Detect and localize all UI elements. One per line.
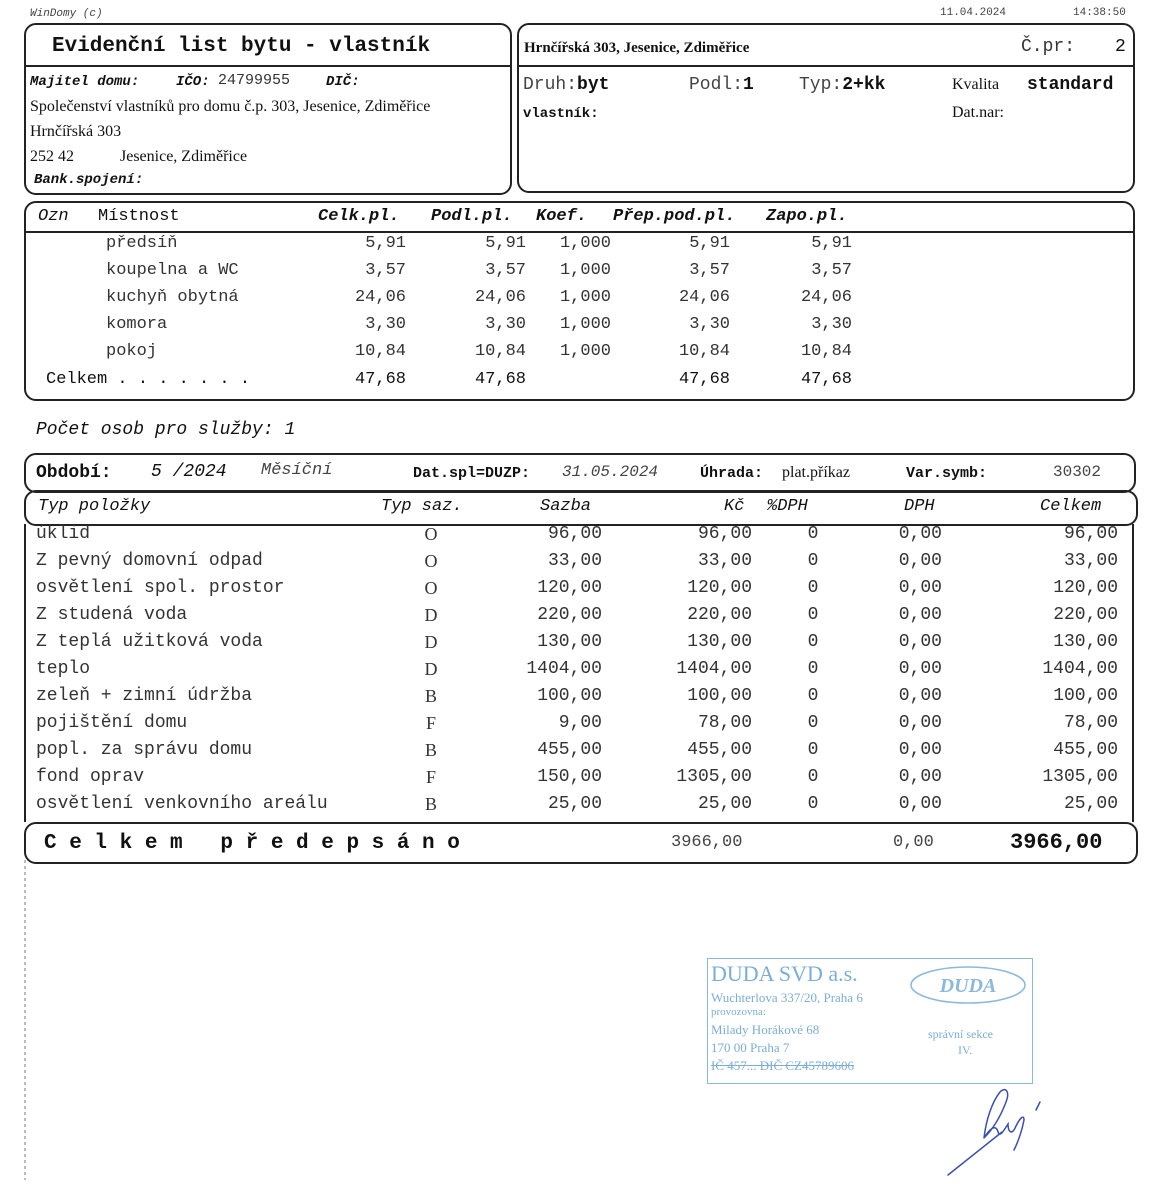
item-sazba: 150,00: [537, 767, 602, 787]
period-frequency: Měsíční: [261, 461, 333, 480]
item-typ: F: [425, 767, 436, 787]
stamp-section: správní sekce: [928, 1027, 993, 1041]
room-podl: 3,30: [485, 315, 526, 334]
unit-address: Hrnčířská 303, Jesenice, Zdiměřice: [524, 40, 750, 56]
item-name: fond oprav: [36, 767, 145, 787]
rooms-header-koef: Koef.: [536, 207, 588, 226]
items-header-kc: Kč: [724, 497, 745, 516]
owner-label: Majitel domu:: [30, 74, 140, 90]
items-total-label: C e l k e m p ř e d e p s á n o: [44, 832, 460, 855]
room-prep: 3,30: [689, 315, 730, 334]
item-dph: 0,00: [898, 686, 942, 706]
rooms-header-podl: Podl.pl.: [431, 207, 513, 226]
items-header-sazba: Sazba: [540, 497, 592, 516]
item-typ: D: [424, 632, 438, 652]
podl-label: Podl:: [689, 75, 744, 95]
rooms-header-zapo: Zapo.pl.: [766, 207, 848, 226]
item-pdph: 0: [807, 605, 819, 625]
item-celkem: 25,00: [1063, 794, 1118, 814]
item-row: [26, 551, 1132, 578]
room-prep: 5,91: [689, 234, 730, 253]
ico-label: IČO:: [176, 74, 210, 90]
item-kc: 25,00: [697, 794, 752, 814]
item-dph: 0,00: [898, 740, 942, 760]
items-table: [24, 524, 1134, 822]
item-row: [26, 605, 1132, 632]
kvalita-value: standard: [1027, 75, 1114, 95]
item-pdph: 0: [807, 632, 819, 652]
item-typ: B: [424, 794, 437, 814]
cpr-value: 2: [1115, 37, 1126, 57]
rooms-total-zapo: 47,68: [800, 370, 852, 389]
room-zapo: 5,91: [811, 234, 852, 253]
print-time: 14:38:50: [1073, 7, 1126, 19]
rooms-total-row: [26, 370, 1133, 397]
room-name: pokoj: [106, 342, 158, 361]
dic-label: DIČ:: [326, 74, 360, 90]
item-celkem: 96,00: [1063, 524, 1118, 544]
stamp-logo-text: DUDA: [939, 975, 997, 997]
owner-city: Jesenice, Zdiměřice: [120, 148, 248, 165]
room-zapo: 10,84: [800, 342, 852, 361]
stamp-branch-street: Milady Horákové 68: [711, 1022, 820, 1037]
item-typ: O: [424, 524, 438, 544]
room-celk: 3,30: [365, 315, 406, 334]
item-pdph: 0: [807, 686, 819, 706]
item-name: teplo: [36, 659, 91, 679]
rooms-total-label: Celkem . . . . . . .: [46, 370, 251, 389]
room-podl: 5,91: [485, 234, 526, 253]
item-celkem: 100,00: [1053, 686, 1118, 706]
rooms-total-podl: 47,68: [474, 370, 526, 389]
item-dph: 0,00: [898, 551, 942, 571]
item-pdph: 0: [807, 578, 819, 598]
item-celkem: 130,00: [1053, 632, 1118, 652]
item-sazba: 455,00: [537, 740, 602, 760]
item-celkem: 120,00: [1053, 578, 1118, 598]
period-value: 5 /2024: [151, 462, 227, 482]
item-kc: 1404,00: [676, 659, 752, 679]
vlastnik-label: vlastník:: [523, 106, 599, 122]
item-dph: 0,00: [898, 524, 942, 544]
item-name: Z studená voda: [36, 605, 188, 625]
items-header-dph: DPH: [904, 497, 935, 516]
item-row: [26, 659, 1132, 686]
item-row: [26, 794, 1132, 821]
datnar-label: Dat.nar:: [952, 104, 1004, 121]
owner-zip: 252 42: [30, 148, 74, 165]
item-celkem: 1404,00: [1042, 659, 1118, 679]
room-prep: 3,57: [689, 261, 730, 280]
item-dph: 0,00: [898, 578, 942, 598]
print-date: 11.04.2024: [940, 7, 1007, 19]
room-koef: 1,000: [559, 261, 611, 280]
room-row: [26, 315, 1133, 342]
uhrada-label: Úhrada:: [700, 465, 764, 482]
item-pdph: 0: [807, 767, 819, 787]
room-koef: 1,000: [559, 315, 611, 334]
item-dph: 0,00: [898, 605, 942, 625]
item-typ: D: [424, 605, 438, 625]
item-sazba: 130,00: [537, 632, 602, 652]
room-podl: 3,57: [485, 261, 526, 280]
item-pdph: 0: [807, 524, 819, 544]
cpr-label: Č.pr:: [1021, 37, 1076, 57]
room-koef: 1,000: [559, 342, 611, 361]
stamp-company: DUDA SVD a.s.: [711, 961, 858, 986]
druh-value: byt: [577, 75, 610, 95]
stamp-section-no: IV.: [958, 1043, 973, 1057]
owner-name: Společenství vlastníků pro domu č.p. 303, Jesenice, Zdiměřice: [30, 98, 431, 115]
item-row: [26, 524, 1132, 551]
item-name: pojištění domu: [36, 713, 188, 733]
app-name: WinDomy (c): [30, 8, 103, 20]
item-sazba: 220,00: [537, 605, 602, 625]
stamp-address: Wuchterlova 337/20, Praha 6: [711, 990, 863, 1005]
item-name: úklid: [36, 524, 91, 544]
item-typ: D: [424, 659, 438, 679]
podl-value: 1: [743, 75, 754, 95]
item-typ: B: [424, 686, 437, 706]
uhrada-value: plat.příkaz: [782, 464, 850, 481]
item-kc: 220,00: [687, 605, 752, 625]
dat-value: 31.05.2024: [562, 463, 659, 481]
rooms-total-prep: 47,68: [678, 370, 730, 389]
room-celk: 24,06: [354, 288, 406, 307]
rooms-header-ozn: Ozn: [38, 207, 69, 226]
room-row: [26, 288, 1133, 315]
item-kc: 120,00: [687, 578, 752, 598]
room-prep: 10,84: [678, 342, 730, 361]
stamp-ids: IČ 457... DIČ CZ45789606: [711, 1058, 854, 1073]
items-header-pdph: %DPH: [767, 497, 808, 516]
item-pdph: 0: [807, 659, 819, 679]
item-name: osvětlení spol. prostor: [36, 578, 285, 598]
room-celk: 5,91: [365, 234, 406, 253]
item-row: [26, 767, 1132, 794]
ico-value: 24799955: [218, 72, 291, 89]
item-celkem: 78,00: [1063, 713, 1118, 733]
room-podl: 24,06: [474, 288, 526, 307]
persons-count: Počet osob pro služby: 1: [36, 420, 296, 440]
item-celkem: 220,00: [1053, 605, 1118, 625]
item-row: [26, 686, 1132, 713]
room-podl: 10,84: [474, 342, 526, 361]
room-row: [26, 234, 1133, 261]
item-kc: 33,00: [697, 551, 752, 571]
items-total-kc: 3966,00: [671, 833, 743, 852]
item-kc: 1305,00: [676, 767, 752, 787]
item-kc: 78,00: [697, 713, 752, 733]
room-name: předsíň: [106, 234, 178, 253]
room-row: [26, 342, 1133, 369]
room-koef: 1,000: [559, 234, 611, 253]
owner-street: Hrnčířská 303: [30, 123, 122, 140]
item-typ: O: [424, 551, 438, 571]
item-sazba: 33,00: [547, 551, 602, 571]
scan-edge: [24, 860, 26, 1180]
item-sazba: 96,00: [547, 524, 602, 544]
kvalita-label: Kvalita: [952, 76, 1000, 93]
item-sazba: 100,00: [537, 686, 602, 706]
room-koef: 1,000: [559, 288, 611, 307]
items-header-celkem: Celkem: [1040, 497, 1102, 516]
items-header-typ-polozky: Typ položky: [38, 497, 151, 516]
item-row: [26, 578, 1132, 605]
item-celkem: 455,00: [1053, 740, 1118, 760]
item-dph: 0,00: [898, 632, 942, 652]
item-kc: 130,00: [687, 632, 752, 652]
item-sazba: 25,00: [547, 794, 602, 814]
item-typ: O: [424, 578, 438, 598]
rooms-total-celk: 47,68: [354, 370, 406, 389]
period-box: [24, 453, 1136, 493]
typ-value: 2+kk: [842, 75, 886, 95]
items-total-celkem: 3966,00: [1010, 830, 1103, 855]
varsymb-label: Var.symb:: [906, 465, 988, 482]
item-celkem: 33,00: [1063, 551, 1118, 571]
owner-box: [24, 23, 512, 195]
item-name: osvětlení venkovního areálu: [36, 794, 328, 814]
stamp-provozovna: provozovna:: [711, 1006, 766, 1018]
dat-label: Dat.spl=DUZP:: [413, 465, 531, 482]
item-sazba: 1404,00: [526, 659, 602, 679]
item-dph: 0,00: [898, 794, 942, 814]
room-row: [26, 261, 1133, 288]
item-name: Z pevný domovní odpad: [36, 551, 263, 571]
item-pdph: 0: [807, 713, 819, 733]
item-celkem: 1305,00: [1042, 767, 1118, 787]
rooms-table: [24, 201, 1135, 401]
typ-label: Typ:: [799, 75, 843, 95]
item-name: zeleň + zimní údržba: [36, 686, 253, 706]
item-name: Z teplá užitková voda: [36, 632, 263, 652]
druh-label: Druh:: [523, 75, 578, 95]
item-typ: B: [424, 740, 437, 760]
item-pdph: 0: [807, 551, 819, 571]
room-name: koupelna a WC: [106, 261, 239, 280]
room-celk: 3,57: [365, 261, 406, 280]
items-total-dph: 0,00: [893, 833, 934, 852]
item-pdph: 0: [807, 740, 819, 760]
unit-box: [517, 23, 1135, 193]
page-title: Evidenční list bytu - vlastník: [52, 35, 431, 58]
bank-label: Bank.spojení:: [34, 172, 144, 188]
item-dph: 0,00: [898, 659, 942, 679]
varsymb-value: 30302: [1053, 463, 1102, 481]
stamp-logo-icon: [908, 963, 1030, 1009]
item-sazba: 120,00: [537, 578, 602, 598]
period-label: Období:: [36, 463, 112, 483]
rooms-header-prep: Přep.pod.pl.: [613, 207, 736, 226]
rooms-header-mistnost: Místnost: [98, 207, 180, 226]
room-zapo: 3,30: [811, 315, 852, 334]
room-celk: 10,84: [354, 342, 406, 361]
item-kc: 100,00: [687, 686, 752, 706]
item-dph: 0,00: [898, 713, 942, 733]
item-kc: 455,00: [687, 740, 752, 760]
item-kc: 96,00: [697, 524, 752, 544]
company-stamp: [707, 958, 1033, 1084]
item-name: popl. za správu domu: [36, 740, 253, 760]
room-prep: 24,06: [678, 288, 730, 307]
item-row: [26, 632, 1132, 659]
signature: [940, 1080, 1060, 1180]
item-row: [26, 713, 1132, 740]
items-header-typ-saz: Typ saz.: [381, 497, 463, 516]
item-dph: 0,00: [898, 767, 942, 787]
items-header: [24, 490, 1138, 526]
item-sazba: 9,00: [558, 713, 602, 733]
stamp-branch-city: 170 00 Praha 7: [711, 1040, 790, 1055]
room-zapo: 24,06: [800, 288, 852, 307]
item-row: [26, 740, 1132, 767]
room-name: komora: [106, 315, 168, 334]
items-total-box: [24, 822, 1138, 864]
item-pdph: 0: [807, 794, 819, 814]
room-zapo: 3,57: [811, 261, 852, 280]
item-typ: F: [425, 713, 436, 733]
room-name: kuchyň obytná: [106, 288, 239, 307]
rooms-header-celk: Celk.pl.: [318, 207, 400, 226]
